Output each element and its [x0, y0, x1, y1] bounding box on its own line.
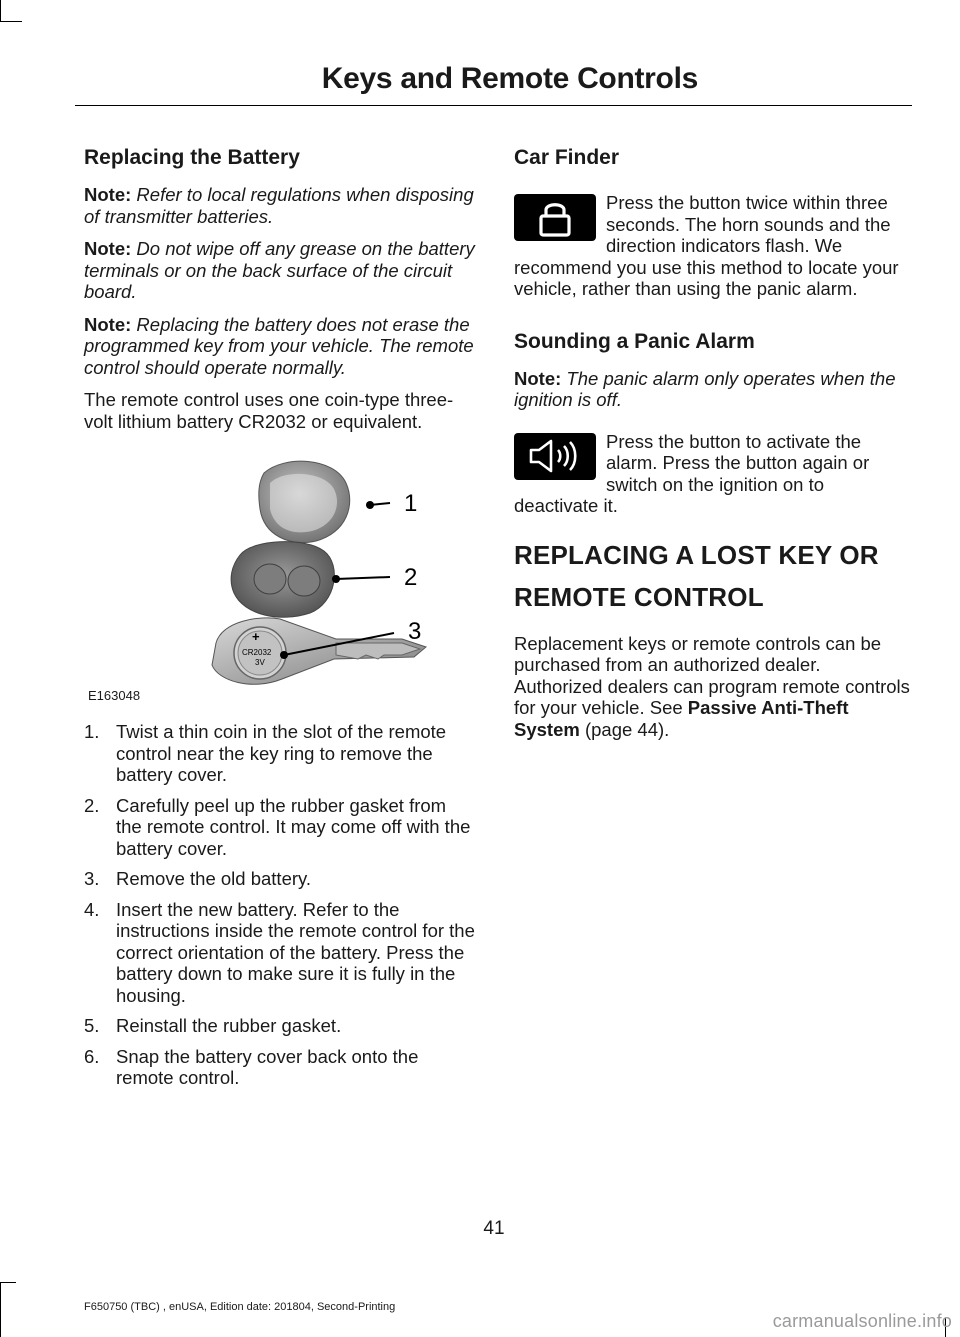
page-reference: (page 44).	[579, 718, 670, 740]
note-text: Refer to local regulations when disposing of transmitter batteries.	[84, 184, 474, 227]
step-number: 5.	[84, 1015, 100, 1036]
heading-line: REMOTE CONTROL	[514, 581, 764, 612]
note-label: Note:	[84, 238, 132, 259]
step-text: Twist a thin coin in the slot of the remote control near the key ring to remove the battery cover.	[116, 721, 447, 785]
left-column	[84, 146, 476, 1098]
battery-figure	[84, 443, 476, 705]
note-label: Note:	[84, 313, 132, 335]
steps-list	[84, 721, 476, 1089]
step-number: 1.	[84, 721, 100, 742]
section-heading-car-finder: Car Finder	[514, 146, 620, 169]
step-number: 2.	[84, 794, 100, 816]
note	[84, 314, 476, 379]
watermark: carmanualsonline.info	[772, 1311, 952, 1331]
callout-dot-3	[280, 651, 288, 659]
step-number: 4.	[84, 898, 100, 920]
callout-number: 2	[404, 564, 418, 591]
note	[84, 238, 476, 303]
step-text: Snap the battery cover back onto the remote control.	[116, 1045, 419, 1088]
replace-key-text	[514, 633, 910, 741]
crop-mark	[0, 1282, 16, 1283]
callout-dot-2	[332, 575, 340, 583]
list-item	[84, 1046, 476, 1089]
panic-alarm-block	[514, 431, 910, 517]
crop-mark	[0, 21, 22, 22]
car-finder-text: Press the button twice within three seconds. The horn sounds and the direction indicators flash. We recommend you use this method to locate your vehicle, rather than using the panic alarm.	[514, 192, 899, 299]
svg-text:+: +	[252, 629, 260, 644]
list-item	[84, 795, 476, 860]
list-item	[84, 721, 476, 786]
note-label: Note:	[84, 184, 132, 205]
section-heading-replacing-lost-key	[514, 539, 910, 613]
list-item	[84, 868, 476, 890]
note-text: The panic alarm only operates when the ignition is off.	[514, 367, 896, 410]
battery-cover-part	[259, 461, 350, 542]
callout-number: 3	[408, 618, 422, 645]
replace-key-body: Replacement keys or remote controls can be purchased from an authorized dealer. Authorized dealers can program remote controls for your vehicle. See	[514, 632, 910, 718]
note-text: Do not wipe off any grease on the battery terminals or on the back surface of the circuit board.	[84, 238, 475, 302]
note-label: Note:	[514, 367, 562, 389]
section-heading-panic-alarm: Sounding a Panic Alarm	[514, 329, 755, 353]
battery-label: CR2032	[242, 648, 272, 657]
step-number: 3.	[84, 868, 100, 889]
list-item	[84, 1015, 476, 1037]
crop-mark	[0, 0, 1, 22]
note	[514, 368, 910, 411]
cross-reference-link[interactable]: Passive Anti-Theft System	[514, 697, 849, 740]
rubber-gasket-part	[231, 542, 334, 618]
page-title: Keys and Remote Controls	[321, 62, 698, 95]
car-finder-block	[514, 192, 910, 300]
footer-edition: F650750 (TBC) , enUSA, Edition date: 201804, Second-Printing	[84, 1301, 396, 1313]
figure-code: E163048	[88, 688, 141, 703]
battery-label: 3V	[255, 658, 265, 667]
lock-icon	[514, 194, 596, 241]
right-column	[514, 146, 910, 751]
note-text: Replacing the battery does not erase the programmed key from your vehicle. The remote control should operate normally.	[84, 313, 474, 378]
callout-line-2	[336, 577, 390, 579]
header-divider	[75, 105, 912, 106]
note	[84, 184, 476, 227]
remote-exploded-illustration	[84, 443, 476, 705]
step-number: 6.	[84, 1045, 100, 1067]
step-text: Reinstall the rubber gasket.	[116, 1015, 342, 1036]
battery-intro: The remote control uses one coin-type three-volt lithium battery CR2032 or equivalent.	[84, 389, 454, 432]
key-with-battery-part	[212, 618, 426, 684]
section-heading-replacing-battery: Replacing the Battery	[84, 146, 300, 169]
list-item	[84, 899, 476, 1007]
step-text: Insert the new battery. Refer to the instructions inside the remote control for the correct orientation of the battery. Press the battery down to make sure it is fully in the housing.	[116, 898, 475, 1006]
crop-mark	[0, 1282, 1, 1337]
heading-line: REPLACING A LOST KEY OR	[514, 539, 879, 570]
page-number: 41	[483, 1218, 505, 1239]
callout-number: 1	[404, 490, 418, 517]
callout-dot-1	[366, 501, 374, 509]
step-text: Carefully peel up the rubber gasket from the remote control. It may come off with the battery cover.	[116, 794, 471, 859]
horn-icon	[514, 433, 596, 480]
step-text: Remove the old battery.	[116, 868, 312, 889]
panic-alarm-text: Press the button to activate the alarm. Press the button again or switch on the ignition on to deactivate it.	[514, 430, 870, 516]
